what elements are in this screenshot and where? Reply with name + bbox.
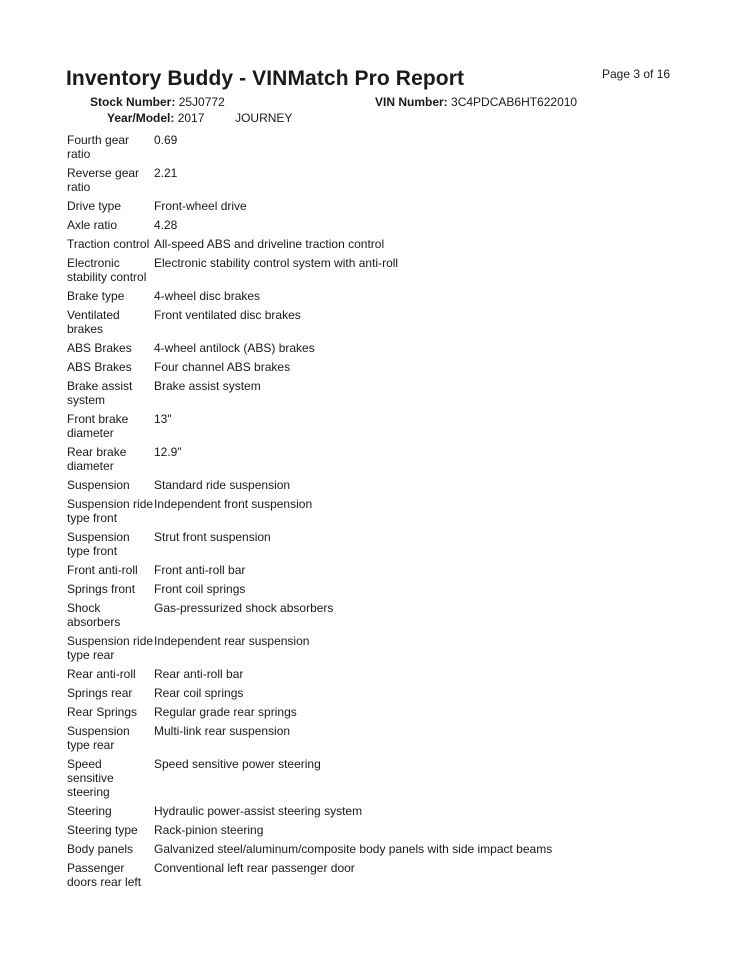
spec-label: Suspension — [67, 478, 130, 492]
spec-row — [67, 237, 587, 251]
spec-row — [67, 823, 587, 837]
spec-row — [67, 341, 587, 355]
spec-row — [67, 289, 587, 303]
spec-label: Reverse gear ratio — [67, 166, 140, 194]
spec-value: 4-wheel disc brakes — [154, 289, 261, 303]
spec-value: Standard ride suspension — [154, 478, 291, 492]
spec-row — [67, 412, 587, 440]
spec-row — [67, 445, 587, 473]
spec-row — [67, 601, 587, 629]
spec-value: Brake assist system — [154, 379, 261, 393]
spec-value: Regular grade rear springs — [154, 705, 297, 719]
vin-number — [375, 95, 577, 110]
spec-value: Independent front suspension — [154, 497, 313, 511]
spec-label: Rear brake diameter — [67, 445, 127, 473]
spec-row — [67, 166, 587, 194]
spec-value: Hydraulic power-assist steering system — [154, 804, 363, 818]
report-title: Inventory Buddy - VINMatch Pro Report — [66, 67, 465, 90]
spec-label: Suspension ride type front — [67, 497, 154, 525]
spec-label: Brake type — [67, 289, 125, 303]
spec-value: Gas-pressurized shock absorbers — [154, 601, 334, 615]
spec-row — [67, 804, 587, 818]
spec-label: ABS Brakes — [67, 360, 132, 374]
spec-value: Multi-link rear suspension — [154, 724, 291, 738]
spec-row — [67, 705, 587, 719]
spec-row — [67, 478, 587, 492]
spec-row — [67, 199, 587, 213]
spec-label: Rear Springs — [67, 705, 138, 719]
spec-value: Rear anti-roll bar — [154, 667, 244, 681]
spec-row — [67, 757, 587, 799]
year-value: 2017 — [177, 111, 205, 125]
spec-row — [67, 379, 587, 407]
spec-value: Rear coil springs — [154, 686, 244, 700]
spec-value: 0.69 — [154, 133, 178, 147]
spec-label: Springs front — [67, 582, 136, 596]
spec-label: Passenger doors rear left — [67, 861, 142, 889]
spec-value: 4.28 — [154, 218, 178, 232]
spec-label: Traction control — [67, 237, 150, 251]
spec-value: 12.9" — [154, 445, 182, 459]
spec-value: 4-wheel antilock (ABS) brakes — [154, 341, 315, 355]
spec-label: Springs rear — [67, 686, 133, 700]
stock-number — [90, 95, 225, 110]
spec-label: Body panels — [67, 842, 134, 856]
spec-label: Shock absorbers — [67, 601, 121, 629]
spec-value: All-speed ABS and driveline traction control — [154, 237, 385, 251]
spec-value: 13" — [154, 412, 172, 426]
spec-value: Galvanized steel/aluminum/composite body panels with side impact beams — [154, 842, 553, 856]
spec-label: Suspension type rear — [67, 724, 130, 752]
spec-label: Fourth gear ratio — [67, 133, 130, 161]
spec-row — [67, 563, 587, 577]
vin-number-label: VIN Number: — [375, 95, 448, 109]
spec-label: Front anti-roll — [67, 563, 138, 577]
spec-row — [67, 861, 587, 889]
spec-row — [67, 218, 587, 232]
spec-row — [67, 724, 587, 752]
model-value: JOURNEY — [235, 111, 293, 125]
spec-label: Rear anti-roll — [67, 667, 136, 681]
spec-value: Speed sensitive power steering — [154, 757, 321, 771]
spec-value: 2.21 — [154, 166, 178, 180]
spec-row — [67, 497, 587, 525]
spec-row — [67, 686, 587, 700]
spec-row — [67, 530, 587, 558]
spec-value: Four channel ABS brakes — [154, 360, 291, 374]
spec-value: Front-wheel drive — [154, 199, 247, 213]
spec-label: Axle ratio — [67, 218, 118, 232]
spec-label: Front brake diameter — [67, 412, 129, 440]
spec-value: Front coil springs — [154, 582, 246, 596]
spec-row — [67, 667, 587, 681]
vin-number-value: 3C4PDCAB6HT622010 — [451, 95, 578, 109]
spec-row — [67, 256, 587, 284]
spec-value: Independent rear suspension — [154, 634, 310, 648]
spec-label: Brake assist system — [67, 379, 133, 407]
spec-label: ABS Brakes — [67, 341, 132, 355]
spec-label: Speed sensitive steering — [67, 757, 114, 799]
spec-label: Ventilated brakes — [67, 308, 120, 336]
spec-row — [67, 308, 587, 336]
spec-list — [67, 133, 587, 894]
stock-number-value: 25J0772 — [178, 95, 225, 109]
spec-row — [67, 360, 587, 374]
spec-row — [67, 133, 587, 161]
stock-number-label: Stock Number: — [90, 95, 176, 109]
spec-value: Rack-pinion steering — [154, 823, 264, 837]
spec-label: Electronic stability control — [67, 256, 147, 284]
spec-label: Suspension type front — [67, 530, 130, 558]
spec-row — [67, 842, 587, 856]
spec-value: Front anti-roll bar — [154, 563, 246, 577]
spec-value: Electronic stability control system with anti-roll — [154, 256, 399, 270]
spec-label: Steering — [67, 804, 112, 818]
spec-value: Strut front suspension — [154, 530, 271, 544]
year-model-label: Year/Model: — [107, 111, 175, 125]
year-model — [107, 111, 292, 126]
spec-value: Conventional left rear passenger door — [154, 861, 355, 875]
spec-label: Suspension ride type rear — [67, 634, 154, 662]
page-number: Page 3 of 16 — [602, 67, 671, 81]
spec-label: Drive type — [67, 199, 122, 213]
spec-value: Front ventilated disc brakes — [154, 308, 301, 322]
spec-row — [67, 582, 587, 596]
spec-label: Steering type — [67, 823, 138, 837]
spec-row — [67, 634, 587, 662]
